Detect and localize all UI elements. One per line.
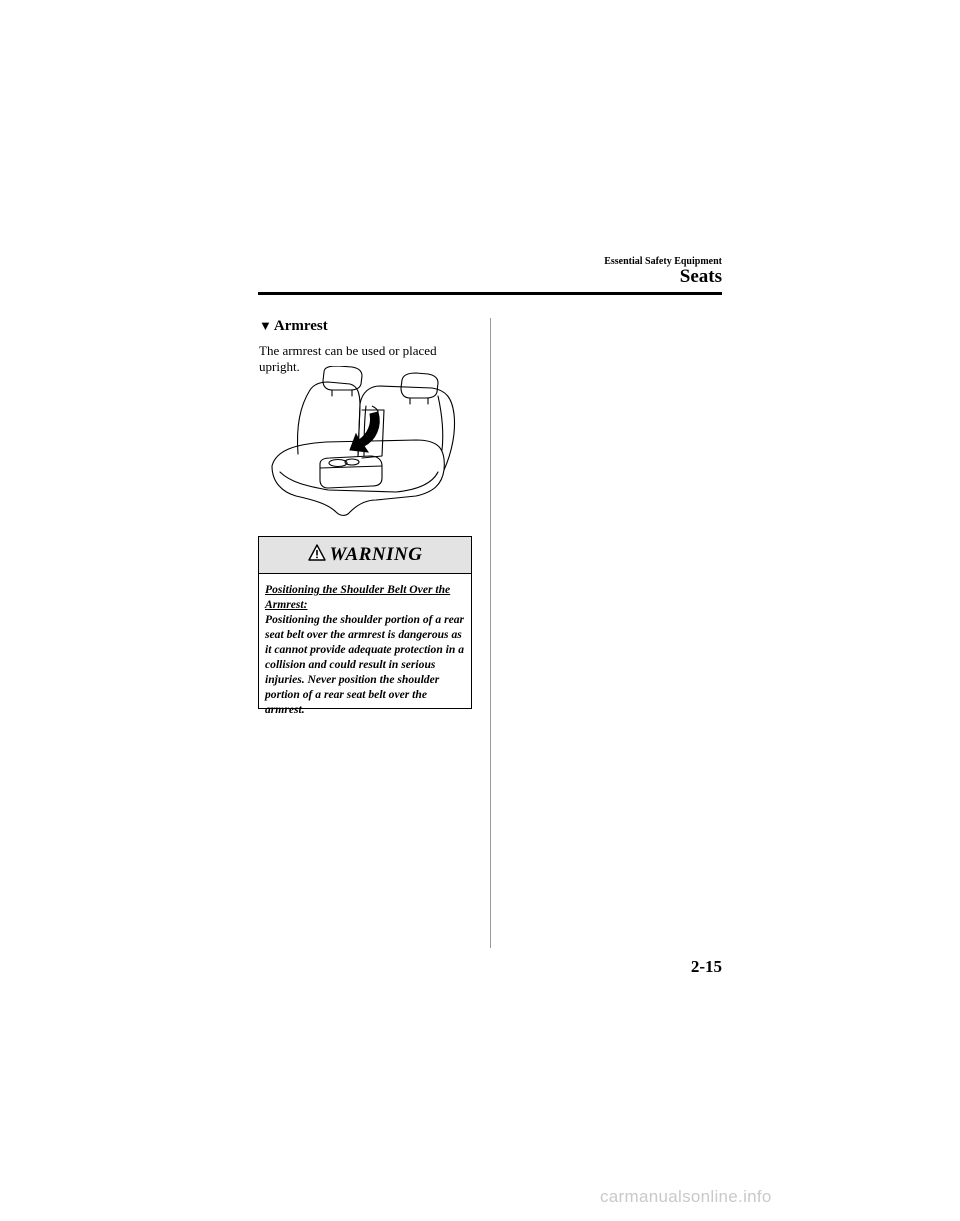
warning-subtitle: Positioning the Shoulder Belt Over the Armrest: bbox=[265, 583, 451, 611]
warning-text: Positioning the shoulder portion of a rear seat belt over the armrest is dangerous as it cannot provide adequate protection in a collision and could result in serious injuries. Never position the shoulder portion of a rear seat belt over the armrest. bbox=[265, 613, 465, 716]
rear-seat-armrest-illustration bbox=[266, 366, 464, 520]
page-title: Seats bbox=[679, 266, 722, 287]
warning-label: WARNING bbox=[329, 544, 423, 565]
column-divider bbox=[490, 318, 491, 948]
warning-box bbox=[258, 536, 472, 716]
heading-text: Armrest bbox=[273, 318, 328, 334]
page-number: 2-15 bbox=[690, 957, 722, 976]
watermark: carmanualsonline.info bbox=[600, 1187, 772, 1206]
warning-triangle-icon bbox=[308, 544, 330, 566]
header-section-name: Essential Safety Equipment bbox=[604, 256, 722, 267]
heading-marker: ▼ bbox=[259, 318, 272, 333]
warning-header bbox=[259, 537, 471, 574]
header-rule bbox=[258, 292, 722, 295]
warning-body bbox=[259, 574, 471, 717]
section-heading bbox=[259, 318, 328, 335]
body-text: The armrest can be used or placed upright. bbox=[259, 343, 437, 374]
